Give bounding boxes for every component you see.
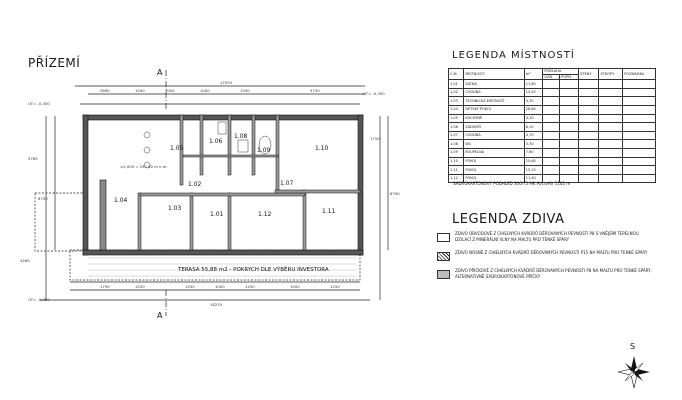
table-cell: 6,10 <box>524 123 543 132</box>
table-cell <box>543 123 560 132</box>
table-cell: POKOJ <box>464 157 524 166</box>
table-row <box>449 131 656 140</box>
dim-bottom: 1200 <box>135 284 145 289</box>
table-cell <box>560 114 579 123</box>
table-cell: DĚTSKÝ POKOJ <box>464 105 524 114</box>
room-label: 1.05 <box>170 145 184 152</box>
table-cell: 1.08 <box>449 140 464 149</box>
table-row <box>449 148 656 157</box>
table-cell <box>599 123 623 132</box>
table-cell <box>623 97 656 106</box>
table-cell: 11,80 <box>524 80 543 89</box>
dim-bottom: 1550 <box>185 284 195 289</box>
rooms-table <box>448 68 656 183</box>
dim-bottom: 1750 <box>100 284 110 289</box>
table-cell <box>599 105 623 114</box>
room-label: 1.09 <box>257 147 271 154</box>
table-cell: CHODBA <box>464 131 524 140</box>
level-mark: UT= -0,350 <box>363 91 385 96</box>
table-cell <box>623 105 656 114</box>
table-cell <box>560 105 579 114</box>
level-mark: ±0,000 = 252,80 m n.m. <box>120 164 168 169</box>
dim-bottom: 1250 <box>330 284 340 289</box>
table-cell: 4,70 <box>524 131 543 140</box>
table-cell: 1.02 <box>449 88 464 97</box>
table-cell <box>543 131 560 140</box>
table-cell <box>623 148 656 157</box>
table-cell: TECHNICKÁ MÍSTNOST <box>464 97 524 106</box>
table-cell: 15,60 <box>524 157 543 166</box>
table-cell: 1.01 <box>449 80 464 89</box>
col-header: MÍSTNOSTI <box>464 69 524 80</box>
table-cell: 11,40 <box>524 174 543 183</box>
dim-top: 17920 <box>220 80 233 85</box>
table-cell <box>560 123 579 132</box>
table-row <box>449 157 656 166</box>
section-mark: A <box>157 68 163 77</box>
table-row <box>449 166 656 175</box>
room-label: 1.10 <box>315 145 329 152</box>
table-cell <box>599 140 623 149</box>
compass-icon <box>618 356 650 388</box>
table-cell <box>543 140 560 149</box>
table-cell <box>560 88 579 97</box>
col-header: STĚNY <box>579 69 599 80</box>
table-cell: 1.10 <box>449 157 464 166</box>
table-cell <box>579 148 599 157</box>
table-cell <box>623 114 656 123</box>
table-row <box>449 105 656 114</box>
table-cell <box>543 114 560 123</box>
table-cell: 15,15 <box>524 166 543 175</box>
table-cell <box>623 88 656 97</box>
dim-right: 8790 <box>390 191 400 196</box>
table-cell <box>579 174 599 183</box>
table-cell <box>560 157 579 166</box>
table-cell <box>599 174 623 183</box>
table-cell <box>560 148 579 157</box>
wall-key-text: ZDIVO PŘÍČKOVÉ Z CIHELNÝCH KVÁDRŮ DĚROVANÝCH PEVNOSTI P8 NA MALTU PRO TENKÉ SPÁRY, ALTERNATIVNĚ SÁDROKARTONOVÉ PŘÍČKY <box>455 268 652 279</box>
table-cell: 1.07 <box>449 131 464 140</box>
room-label: 1.06 <box>209 138 223 145</box>
table-cell: 1.12 <box>449 174 464 183</box>
table-cell <box>579 131 599 140</box>
table-cell <box>560 80 579 89</box>
table-cell <box>579 97 599 106</box>
dim-top: 2890 <box>100 88 110 93</box>
table-cell: KOUPELNA <box>464 148 524 157</box>
table-cell <box>623 131 656 140</box>
table-cell: 1.09 <box>449 148 464 157</box>
table-cell <box>623 80 656 89</box>
room-label: 1.07 <box>280 180 294 187</box>
walls-legend-title: LEGENDA ZDIVA <box>452 212 565 227</box>
table-cell: 1.04 <box>449 105 464 114</box>
room-label: 1.02 <box>188 181 202 188</box>
table-cell <box>579 105 599 114</box>
table-cell: 1.03 <box>449 97 464 106</box>
table-cell <box>623 166 656 175</box>
table-cell <box>579 140 599 149</box>
table-row <box>449 88 656 97</box>
table-cell <box>543 166 560 175</box>
terrace-label: TERASA 55,88 m2 - POKRYCH DLE VÝBĚRU INVESTORA <box>178 267 329 273</box>
room-label: 1.01 <box>210 211 224 218</box>
table-cell: ZÁDVEŘÍ <box>464 123 524 132</box>
room-label: 1.04 <box>114 197 128 204</box>
table-cell <box>623 174 656 183</box>
dim-left: 5765 <box>28 156 38 161</box>
col-header: Č.M. <box>449 69 464 80</box>
wall-key-text: ZDIVO NOSNÉ Z CIHELNÝCH KVÁDRŮ DĚROVANÝCH PEVNOSTI P15 NA MALTU PRO TENKÉ SPÁRY <box>455 250 648 255</box>
table-row <box>449 140 656 149</box>
table-cell: KUCHYNĚ <box>464 114 524 123</box>
dim-top: 3000 <box>165 88 175 93</box>
table-cell <box>599 131 623 140</box>
compass-label: S <box>630 342 636 351</box>
table-cell <box>560 131 579 140</box>
wall-swatch-partition <box>437 270 450 279</box>
dim-top: 1000 <box>200 88 210 93</box>
table-cell <box>599 114 623 123</box>
table-cell: 1.11 <box>449 166 464 175</box>
wall-key-text: ZDIVO OBVODOVÉ Z CIHELNÝCH KVÁDRŮ DĚROVANÝCH PEVNOSTI P8 S VNĚJŠÍM TEPELNOU IZOLACÍ Z MINERÁLNÍ VLNY NA MALTU PRO TENKÉ SPÁRY <box>455 231 639 242</box>
table-cell: WC <box>464 140 524 149</box>
table-cell <box>623 140 656 149</box>
section-mark: A <box>157 311 163 320</box>
table-cell <box>623 123 656 132</box>
room-label: 1.12 <box>258 211 272 218</box>
dim-bottom: 1500 <box>290 284 300 289</box>
wall-swatch-load-bearing <box>437 252 450 261</box>
table-cell <box>579 123 599 132</box>
dim-bottom: 1000 <box>215 284 225 289</box>
table-row <box>449 80 656 89</box>
table-cell <box>560 97 579 106</box>
col-subheader: OZN. <box>543 74 560 80</box>
col-header: PODLAHA <box>543 69 579 75</box>
dim-bottom: 1250 <box>245 284 255 289</box>
table-cell <box>599 80 623 89</box>
dim-top: 5730 <box>310 88 320 93</box>
table-cell: 7,60 <box>524 148 543 157</box>
col-header: m² <box>524 69 543 80</box>
table-row <box>449 97 656 106</box>
table-cell <box>543 148 560 157</box>
table-cell <box>543 80 560 89</box>
table-cell: POKOJ <box>464 174 524 183</box>
table-cell <box>560 140 579 149</box>
rooms-note: SÁDROKARTONOVÝ PODHLED 300/75 MK Al/ctvAir 1102 m <box>453 181 571 186</box>
table-cell <box>579 166 599 175</box>
table-cell: 14,45 <box>524 88 543 97</box>
table-cell <box>623 157 656 166</box>
level-mark: UT= -0,350 <box>28 297 50 302</box>
table-cell <box>599 97 623 106</box>
table-cell <box>599 88 623 97</box>
table-cell <box>579 114 599 123</box>
table-cell <box>560 166 579 175</box>
table-cell: 4,20 <box>524 114 543 123</box>
table-cell <box>599 157 623 166</box>
dim-left: 4260 <box>20 258 30 263</box>
table-cell <box>543 105 560 114</box>
col-header: POZNÁMKA <box>623 69 656 80</box>
table-row <box>449 123 656 132</box>
table-cell: CHODBA <box>464 88 524 97</box>
col-subheader: POPIS <box>560 74 579 80</box>
dim-top: 1500 <box>240 88 250 93</box>
table-cell: ŠATNA <box>464 80 524 89</box>
table-cell: 3,30 <box>524 97 543 106</box>
wall-swatch-outer <box>437 233 450 242</box>
table-cell <box>579 88 599 97</box>
table-cell <box>543 88 560 97</box>
level-mark: UT= -0,350 <box>28 101 50 106</box>
table-cell: 3,30 <box>524 140 543 149</box>
table-cell <box>579 157 599 166</box>
table-row <box>449 114 656 123</box>
table-cell: 1.05 <box>449 114 464 123</box>
dim-top: 1000 <box>135 88 145 93</box>
table-cell: 28,60 <box>524 105 543 114</box>
room-label: 1.08 <box>234 133 248 140</box>
table-cell <box>579 80 599 89</box>
col-header: STROPY <box>599 69 623 80</box>
table-cell <box>599 148 623 157</box>
room-label: 1.03 <box>168 205 182 212</box>
dim-right: 1750 <box>370 136 380 141</box>
page-title: PŘÍZEMÍ <box>28 56 81 70</box>
dim-left: 8790 <box>38 196 48 201</box>
table-cell: POKOJ <box>464 166 524 175</box>
table-cell <box>543 97 560 106</box>
table-cell <box>543 157 560 166</box>
rooms-legend-title: LEGENDA MÍSTNOSTÍ <box>452 50 575 61</box>
table-cell: 1.06 <box>449 123 464 132</box>
table-cell <box>599 166 623 175</box>
dim-bottom: 18270 <box>210 302 223 307</box>
room-label: 1.11 <box>322 208 336 215</box>
